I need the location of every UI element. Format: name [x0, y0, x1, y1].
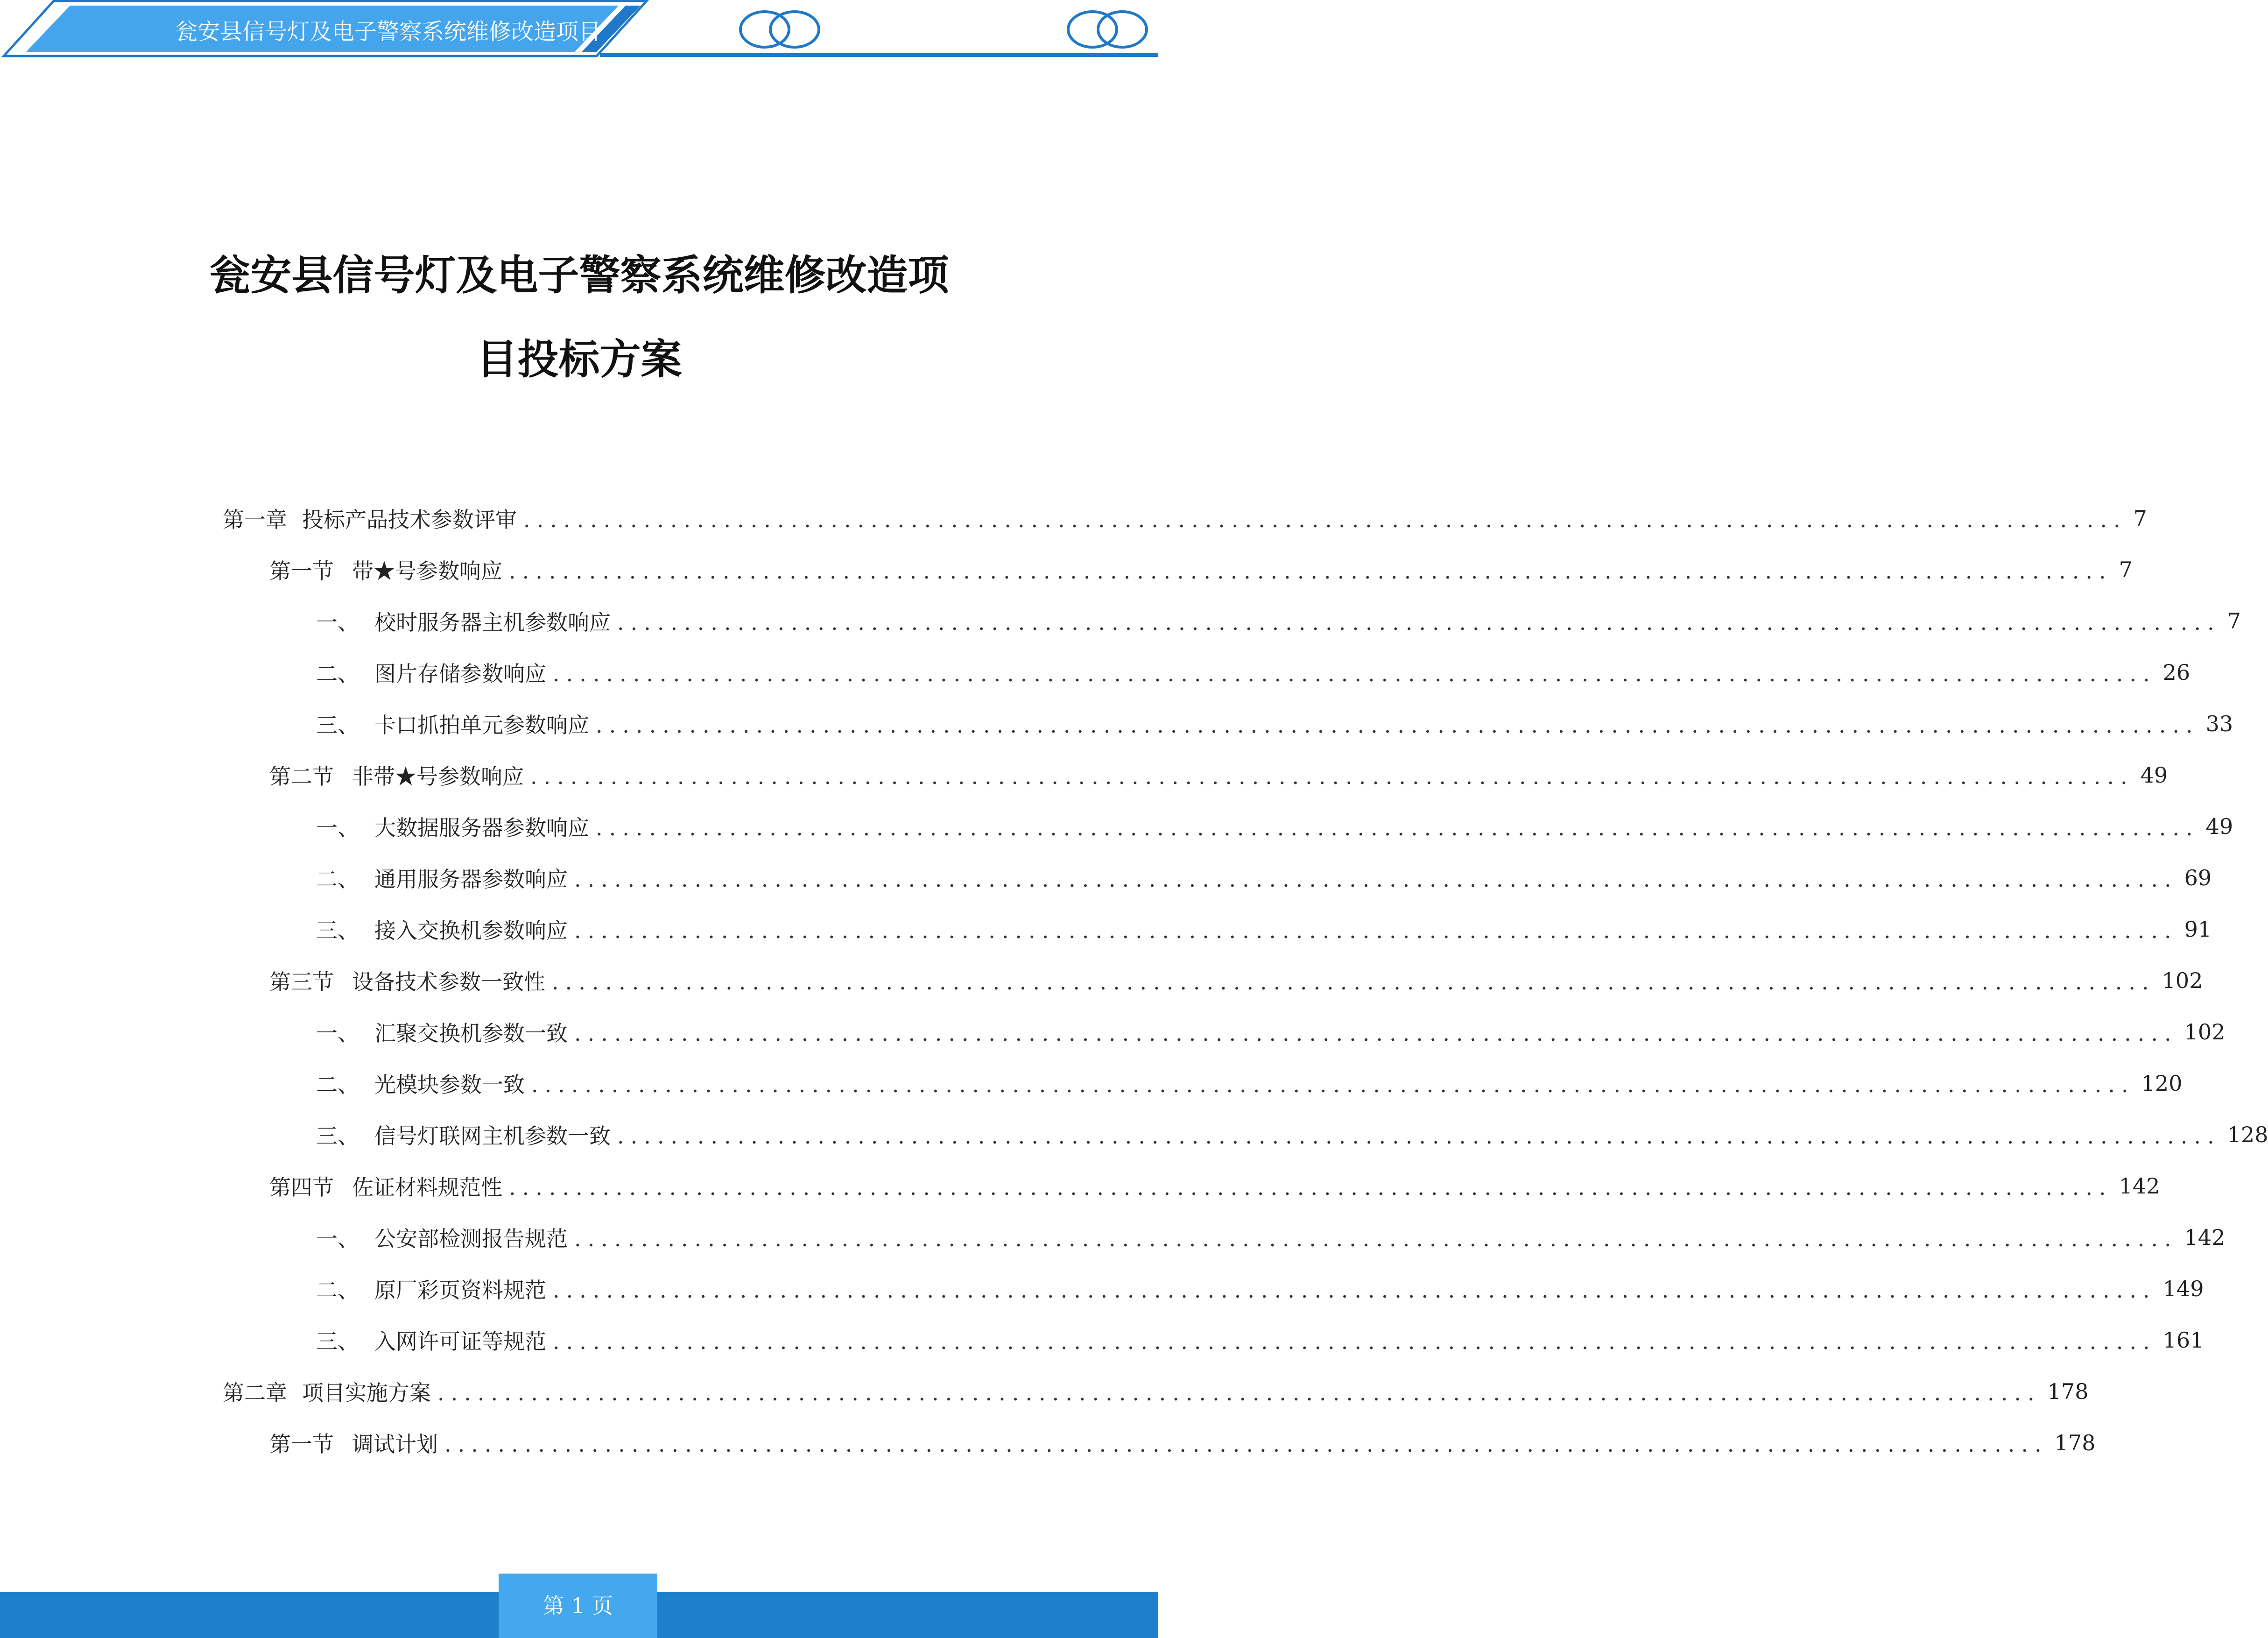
toc-entry-number: 二、 [316, 867, 359, 892]
toc-entry-page: 102 [2162, 968, 2203, 993]
toc-leader-dots: ........................................................................................................................ [553, 661, 2156, 686]
toc-entry-page: 49 [2140, 763, 2168, 788]
toc-entry-number: 一、 [316, 1021, 359, 1046]
toc-entry-title [269, 965, 545, 996]
toc-leader-dots: ........................................................................................................................ [574, 1021, 2178, 1046]
toc-leader-dots: ........................................................................................................................ [552, 969, 2155, 995]
toc-entry-label: 入网许可证等规范 [374, 1329, 546, 1354]
toc-entry-number: 二、 [316, 661, 359, 686]
toc-entry-title [316, 811, 589, 842]
toc-entry[interactable] [316, 595, 2241, 647]
toc-entry-page: 102 [2184, 1019, 2226, 1045]
document-title-line: 目投标方案 [476, 335, 682, 383]
toc-entry-number: 二、 [316, 1278, 359, 1303]
toc-entry-title [316, 657, 546, 688]
toc-entry-label: 佐证材料规范性 [352, 1175, 502, 1200]
toc-entry-label: 原厂彩页资料规范 [374, 1278, 546, 1303]
toc-entry[interactable] [316, 852, 2212, 904]
toc-entry-label: 公安部检测报告规范 [374, 1226, 568, 1251]
toc-entry-title [316, 1068, 525, 1099]
toc-entry-title [316, 1273, 546, 1304]
toc-entry-label: 通用服务器参数响应 [374, 867, 568, 892]
rings-icon [1068, 12, 1147, 47]
toc-entry-number: 一、 [316, 815, 359, 840]
toc-entry-number: 第一章 [223, 507, 287, 532]
toc-leader-dots: ........................................................................................................................ [437, 1380, 2041, 1405]
toc-leader-dots: ........................................................................................................................ [596, 713, 2199, 738]
toc-entry[interactable] [223, 493, 2147, 544]
toc-entry[interactable] [316, 1109, 2268, 1160]
toc-entry-label: 光模块参数一致 [374, 1072, 525, 1097]
page-header [0, 0, 1158, 61]
toc-entry-number: 一、 [316, 1226, 359, 1251]
toc-entry-number: 第二章 [223, 1380, 287, 1405]
toc-entry[interactable] [269, 1160, 2160, 1212]
rings-icon [740, 12, 819, 47]
toc-entry[interactable] [316, 1006, 2226, 1058]
toc-entry[interactable] [316, 1212, 2226, 1263]
toc-entry-page: 49 [2205, 814, 2233, 839]
toc-entry[interactable] [269, 749, 2168, 801]
toc-entry-title [223, 1376, 431, 1407]
toc-entry-title [316, 1325, 546, 1356]
toc-entry-page: 7 [2227, 608, 2241, 634]
toc-entry-title [269, 760, 524, 791]
toc-entry[interactable] [316, 1058, 2183, 1109]
toc-entry-label: 非带★号参数响应 [352, 764, 524, 789]
toc-entry-label: 汇聚交换机参数一致 [374, 1021, 568, 1046]
toc-entry-page: 128 [2227, 1122, 2268, 1147]
toc-entry-page: 7 [2119, 557, 2133, 582]
toc-entry[interactable] [316, 1314, 2204, 1366]
toc-entry-title [269, 1427, 438, 1458]
toc-entry-page: 91 [2184, 917, 2212, 942]
toc-entry-title [316, 1119, 611, 1150]
toc-entry-page: 149 [2162, 1276, 2204, 1301]
toc-leader-dots: ........................................................................................................................ [444, 1432, 2048, 1457]
toc-leader-dots: ........................................................................................................................ [574, 1226, 2178, 1251]
toc-entry-title [269, 554, 502, 585]
toc-entry-label: 项目实施方案 [302, 1380, 431, 1405]
toc-entry-number: 第二节 [269, 764, 334, 789]
toc-entry-page: 26 [2162, 660, 2191, 685]
toc-entry-page: 142 [2184, 1225, 2226, 1250]
toc-entry-label: 卡口抓拍单元参数响应 [374, 713, 589, 738]
toc-entry-title [316, 1017, 568, 1047]
toc-entry-label: 图片存储参数响应 [374, 661, 546, 686]
toc-entry-label: 信号灯联网主机参数一致 [374, 1123, 611, 1149]
toc-entry[interactable] [316, 904, 2212, 955]
toc-entry[interactable] [316, 698, 2233, 749]
toc-entry-number: 一、 [316, 610, 359, 635]
toc-entry[interactable] [316, 801, 2233, 852]
toc-entry-number: 第一节 [269, 1432, 334, 1457]
toc-leader-dots: ........................................................................................................................ [574, 918, 2178, 943]
toc-entry-number: 三、 [316, 1329, 359, 1354]
toc-entry-number: 二、 [316, 1072, 359, 1097]
toc-entry-title [316, 1222, 568, 1253]
toc-leader-dots: ........................................................................................................................ [553, 1329, 2156, 1354]
toc-entry-title [316, 708, 589, 739]
toc-entry-page: 33 [2205, 711, 2233, 736]
toc-entry-title [316, 862, 568, 893]
toc-entry-label: 投标产品技术参数评审 [302, 507, 517, 532]
toc-entry-number: 三、 [316, 713, 359, 738]
toc-leader-dots: ........................................................................................................................ [617, 610, 2221, 635]
toc-entry[interactable] [269, 544, 2133, 595]
toc-entry-page: 178 [2054, 1430, 2096, 1455]
toc-entry-title [269, 1171, 502, 1201]
toc-entry[interactable] [269, 955, 2203, 1006]
toc-entry-label: 调试计划 [352, 1432, 438, 1457]
toc-entry[interactable] [316, 1263, 2204, 1314]
toc-leader-dots: ........................................................................................................................ [530, 764, 2134, 789]
toc-entry-number: 第一节 [269, 558, 334, 584]
toc-entry[interactable] [223, 1366, 2089, 1417]
toc-entry-label: 带★号参数响应 [352, 558, 502, 584]
toc-leader-dots: ........................................................................................................................ [574, 867, 2178, 892]
toc-entry-title [316, 606, 611, 636]
toc-entry-label: 接入交换机参数响应 [374, 918, 568, 943]
page-number: 第 1 页 [499, 1574, 657, 1638]
toc-entry-page: 161 [2162, 1327, 2204, 1353]
toc-entry-title [223, 503, 517, 534]
toc-entry-label: 校时服务器主机参数响应 [374, 610, 611, 635]
toc-leader-dots: ........................................................................................................................ [523, 507, 2127, 532]
toc-leader-dots: ........................................................................................................................ [531, 1072, 2135, 1097]
toc-entry[interactable] [269, 1417, 2096, 1469]
toc-entry-number: 第三节 [269, 969, 334, 995]
toc-entry-page: 142 [2119, 1173, 2160, 1199]
toc-entry-page: 69 [2184, 865, 2212, 890]
header-title: 瓮安县信号灯及电子警察系统维修改造项目 [175, 19, 601, 45]
document-title [140, 233, 1018, 402]
toc-entry-label: 大数据服务器参数响应 [374, 815, 589, 840]
toc-entry-label: 设备技术参数一致性 [352, 969, 545, 995]
toc-entry-number: 第四节 [269, 1175, 334, 1200]
toc-leader-dots: ........................................................................................................................ [509, 1175, 2113, 1200]
toc-leader-dots: ........................................................................................................................ [617, 1123, 2221, 1149]
toc-leader-dots: ........................................................................................................................ [553, 1278, 2156, 1303]
toc-entry-page: 178 [2047, 1379, 2089, 1404]
document-title-line: 瓮安县信号灯及电子警察系统维修改造项 [209, 251, 949, 299]
toc-entry-title [316, 914, 568, 945]
toc-entry-number: 三、 [316, 918, 359, 943]
toc-leader-dots: ........................................................................................................................ [509, 558, 2113, 584]
toc-entry-page: 7 [2133, 506, 2147, 531]
toc-entry[interactable] [316, 647, 2191, 698]
toc-entry-page: 120 [2141, 1071, 2183, 1096]
toc-entry-number: 三、 [316, 1123, 359, 1149]
toc-leader-dots: ........................................................................................................................ [596, 815, 2199, 840]
